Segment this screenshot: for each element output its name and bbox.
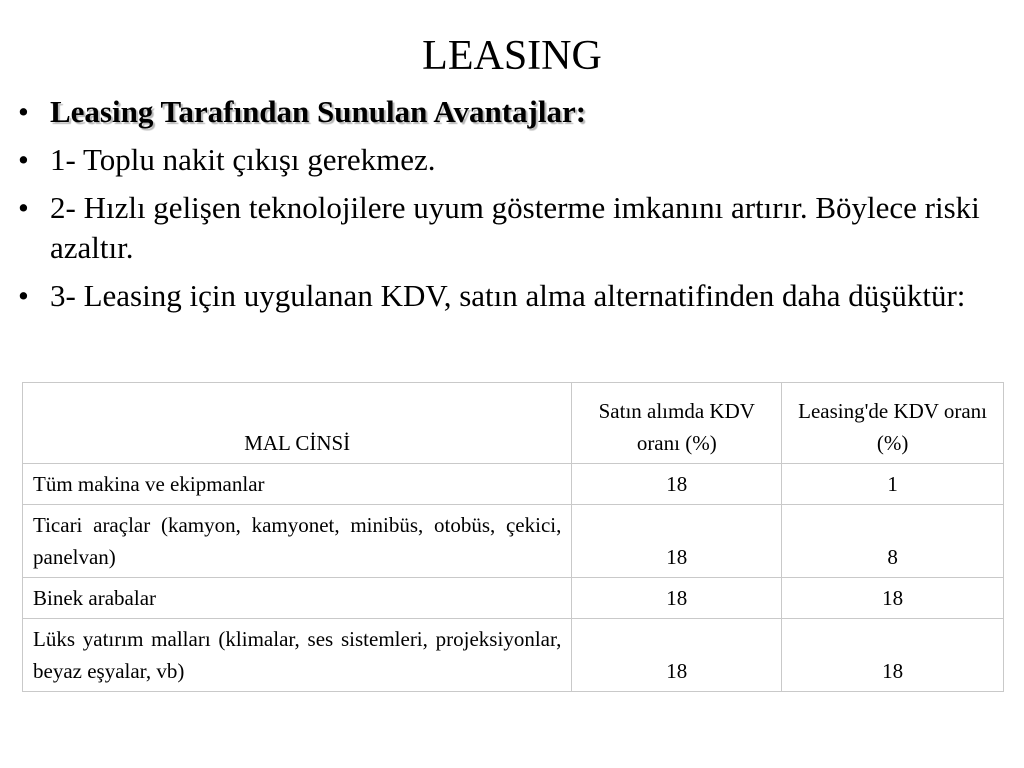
- table-row: [23, 464, 1004, 505]
- header-item-type: MAL CİNSİ: [23, 383, 572, 464]
- bullet-marker: •: [18, 278, 29, 313]
- bullet-advantages-heading: [18, 92, 1008, 132]
- bullet-item-2: [18, 188, 1008, 268]
- bullet-marker: •: [18, 190, 29, 225]
- vat-comparison-table: [22, 382, 1004, 692]
- bullet-item-3: [18, 276, 1008, 316]
- row-leasing-vat: 1: [782, 464, 1004, 505]
- row-purchase-vat: 18: [572, 505, 782, 578]
- table-row: [23, 578, 1004, 619]
- row-leasing-vat: 18: [782, 578, 1004, 619]
- slide-title: LEASING: [422, 33, 602, 79]
- bullet-text: 3- Leasing için uygulanan KDV, satın alma alternatifinden daha düşüktür:: [50, 278, 966, 313]
- table-row: [23, 505, 1004, 578]
- bullet-text: 2- Hızlı gelişen teknolojilere uyum gösterme imkanını artırır. Böylece riski azaltır.: [50, 190, 980, 265]
- row-item-name: Ticari araçlar (kamyon, kamyonet, minibüs, otobüs, çekici, panelvan): [23, 505, 572, 578]
- header-leasing-vat: Leasing'de KDV oranı (%): [782, 383, 1004, 464]
- header-purchase-vat: Satın alımda KDV oranı (%): [572, 383, 782, 464]
- table-header-row: [23, 383, 1004, 464]
- table-row: [23, 619, 1004, 692]
- bullet-text: 1- Toplu nakit çıkışı gerekmez.: [50, 142, 436, 177]
- bullet-marker: •: [18, 94, 29, 129]
- row-item-name: Tüm makina ve ekipmanlar: [23, 464, 572, 505]
- row-purchase-vat: 18: [572, 578, 782, 619]
- row-item-name: Lüks yatırım malları (klimalar, ses sistemleri, projeksiyonlar, beyaz eşyalar, vb): [23, 619, 572, 692]
- bullet-text: Leasing Tarafından Sunulan Avantajlar:: [50, 94, 587, 129]
- row-purchase-vat: 18: [572, 464, 782, 505]
- row-leasing-vat: 18: [782, 619, 1004, 692]
- row-leasing-vat: 8: [782, 505, 1004, 578]
- row-purchase-vat: 18: [572, 619, 782, 692]
- bullet-list: [18, 92, 1008, 324]
- row-item-name: Binek arabalar: [23, 578, 572, 619]
- bullet-marker: •: [18, 142, 29, 177]
- bullet-item-1: [18, 140, 1008, 180]
